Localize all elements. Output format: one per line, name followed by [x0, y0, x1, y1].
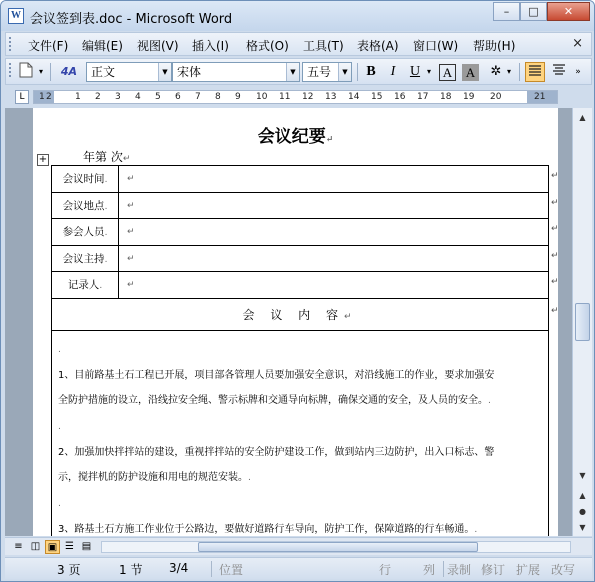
align-justify-button[interactable] — [525, 62, 545, 82]
menu-insert[interactable]: 插入(I) — [192, 39, 229, 53]
status-separator — [443, 561, 444, 577]
ruler-number: 9 — [235, 92, 241, 102]
menu-edit[interactable]: 编辑(E) — [82, 39, 123, 53]
formatting-toolbar — [5, 58, 592, 85]
window-controls — [493, 2, 590, 21]
horizontal-scrollbar[interactable] — [101, 541, 571, 553]
table-row — [52, 330, 549, 536]
outline-view-icon[interactable]: ☰ — [65, 541, 74, 552]
new-document-icon[interactable] — [16, 62, 36, 82]
title-bar — [1, 1, 594, 31]
styles-and-formatting-icon[interactable]: 4A — [60, 65, 78, 78]
word-document-icon[interactable]: W — [8, 8, 24, 24]
ruler-number: 15 — [371, 92, 383, 102]
underline-button[interactable]: U — [409, 64, 421, 79]
ruler-number: 13 — [325, 92, 337, 102]
align-center-button[interactable] — [549, 62, 569, 82]
horizontal-scroll-thumb[interactable] — [198, 542, 478, 552]
table-label-cell[interactable]: 记录人. — [52, 272, 119, 299]
menu-table[interactable]: 表格(A) — [357, 39, 399, 53]
meeting-content-cell[interactable] — [52, 330, 549, 536]
status-record[interactable]: 录制 — [447, 563, 472, 577]
font-size-select[interactable] — [302, 62, 352, 82]
table-label-cell[interactable]: 会议地点. — [52, 192, 119, 219]
menu-help[interactable]: 帮助(H) — [473, 39, 516, 53]
ruler-number: 14 — [348, 92, 360, 102]
ruler-number: 5 — [155, 92, 161, 102]
table-row — [52, 245, 549, 272]
italic-button[interactable]: I — [390, 64, 396, 79]
ruler-number: 4 — [135, 92, 141, 102]
style-select[interactable] — [86, 62, 172, 82]
row-end-mark: ↵ — [551, 171, 559, 181]
ruler-number: 10 — [256, 92, 268, 102]
toolbar-separator — [519, 63, 520, 81]
ruler-number: 2 — [46, 92, 52, 102]
toolbar-options-chevron-icon[interactable]: » — [575, 67, 581, 77]
ruler-number: 3 — [115, 92, 121, 102]
table-label-cell[interactable]: 会议主持. — [52, 245, 119, 272]
content-paragraph: 1、目前路基土石工程已开展，项目部各管理人员要加强安全意识，对沿线施工的作业，要求加强安 — [58, 369, 495, 381]
empty-paragraph: . — [58, 498, 61, 509]
document-title: 会议纪要↵ — [257, 127, 334, 147]
attendees-cell[interactable]: ↵ — [119, 219, 549, 246]
next-page-icon[interactable]: ▼ — [579, 523, 586, 532]
recorder-cell[interactable]: ↵ — [119, 272, 549, 299]
chevron-down-icon[interactable]: ▼ — [158, 63, 171, 81]
scaling-options-chevron-icon[interactable]: ▾ — [506, 67, 511, 76]
meeting-location-cell[interactable]: ↵ — [119, 192, 549, 219]
table-label-cell[interactable]: 会议时间. — [52, 166, 119, 193]
row-end-mark: ↵ — [551, 306, 559, 316]
table-row — [52, 192, 549, 219]
document-close-button[interactable]: × — [572, 36, 583, 51]
section-title-cell[interactable]: 会 议 内 容↵ — [52, 298, 549, 330]
empty-paragraph: . — [58, 344, 61, 355]
document-page[interactable] — [33, 108, 558, 536]
ruler-row — [5, 88, 592, 106]
style-select-value: 正文 — [91, 65, 116, 79]
horizontal-ruler[interactable] — [33, 90, 558, 104]
status-column: 列 — [423, 563, 436, 577]
ruler-number: 8 — [215, 92, 221, 102]
ruler-number: 18 — [440, 92, 452, 102]
select-browse-object-icon[interactable]: ● — [579, 507, 586, 516]
status-overtype[interactable]: 改写 — [551, 563, 576, 577]
status-line: 行 — [379, 563, 392, 577]
scroll-down-icon[interactable]: ▼ — [579, 471, 586, 480]
toolbar-options-chevron-icon[interactable]: ▾ — [38, 67, 43, 76]
row-end-mark: ↵ — [551, 198, 559, 208]
table-row — [52, 166, 549, 193]
ruler-number: 6 — [175, 92, 181, 102]
status-extend[interactable]: 扩展 — [516, 563, 541, 577]
empty-paragraph: . — [58, 421, 61, 432]
status-page-of: 3/4 — [169, 561, 189, 575]
row-end-mark: ↵ — [551, 224, 559, 234]
ruler-number: 1 — [39, 92, 45, 102]
ruler-number: 21 — [534, 92, 546, 102]
font-size-value: 五号 — [307, 65, 332, 79]
ruler-number: 2 — [95, 92, 101, 102]
chevron-down-icon[interactable]: ▼ — [286, 63, 299, 81]
status-section: 1 节 — [119, 563, 143, 577]
table-row — [52, 298, 549, 330]
document-area[interactable] — [5, 108, 572, 536]
toolbar-separator — [50, 63, 51, 81]
previous-page-icon[interactable]: ▲ — [579, 491, 586, 500]
status-separator — [211, 561, 212, 577]
ruler-number: 7 — [195, 92, 201, 102]
menu-bar — [5, 32, 592, 56]
underline-options-chevron-icon[interactable]: ▾ — [426, 67, 431, 76]
minimize-button[interactable]: – — [493, 2, 520, 21]
table-row — [52, 272, 549, 299]
toolbar-separator — [357, 63, 358, 81]
normal-view-icon[interactable]: ≡ — [14, 541, 23, 552]
host-cell[interactable]: ↵ — [119, 245, 549, 272]
horizontal-bar — [5, 537, 592, 555]
vertical-scrollbar[interactable] — [572, 108, 592, 536]
ruler-number: 16 — [394, 92, 406, 102]
meeting-time-cell[interactable]: ↵ — [119, 166, 549, 193]
status-track-changes[interactable]: 修订 — [481, 563, 506, 577]
toolbar-grip-handle[interactable] — [9, 63, 12, 77]
window-title: 会议签到表.doc - Microsoft Word — [30, 12, 233, 27]
menu-view[interactable]: 视图(V) — [137, 39, 179, 53]
content-paragraph: 示，搅拌机的防护设施和用电的规范安装。. — [58, 471, 251, 483]
row-end-mark: ↵ — [551, 251, 559, 261]
ruler-number: 20 — [490, 92, 502, 102]
menu-window[interactable]: 窗口(W) — [413, 39, 459, 53]
ruler-number: 1 — [75, 92, 81, 102]
ruler-number: 11 — [279, 92, 291, 102]
ruler-number: 12 — [302, 92, 314, 102]
content-paragraph: 3、路基土石方施工作业位于公路边，要做好道路行车导向，防护工作，保障道路的行车畅通。. — [58, 523, 478, 535]
menu-format[interactable]: 格式(O) — [246, 39, 289, 53]
scroll-thumb[interactable] — [575, 303, 590, 341]
character-border-button[interactable]: A — [439, 64, 456, 81]
content-paragraph: 2、加强加快拌拌站的建设，重视拌拌站的安全防护建设工作，做到站内三边防护，出入口标志、警 — [58, 446, 495, 458]
print-layout-view-icon[interactable]: ▣ — [45, 540, 60, 554]
row-end-mark: ↵ — [551, 277, 559, 287]
ruler-number: 19 — [463, 92, 475, 102]
scroll-up-icon[interactable]: ▲ — [579, 113, 586, 122]
font-select-value: 宋体 — [177, 65, 202, 79]
year-issue-line: 年第 次↵ — [83, 150, 131, 164]
maximize-button[interactable]: □ — [520, 2, 547, 21]
reading-layout-view-icon[interactable]: ▤ — [81, 541, 92, 552]
table-row — [52, 219, 549, 246]
status-bar — [5, 557, 592, 579]
menu-file[interactable]: 文件(F) — [28, 39, 69, 53]
status-position: 位置 — [219, 563, 244, 577]
menu-tools[interactable]: 工具(T) — [303, 39, 344, 53]
tab-stop-selector[interactable]: L — [15, 90, 29, 104]
close-button[interactable]: ✕ — [547, 2, 590, 21]
font-select[interactable] — [172, 62, 300, 82]
character-shading-button[interactable]: A — [462, 64, 479, 81]
menu-grip-handle[interactable] — [9, 37, 12, 51]
ruler-number: 17 — [417, 92, 429, 102]
status-page: 3 页 — [57, 563, 81, 577]
chevron-down-icon[interactable]: ▼ — [338, 63, 351, 81]
web-layout-view-icon[interactable]: ◫ — [30, 541, 41, 552]
meeting-table — [51, 165, 549, 536]
character-scaling-icon[interactable]: ✲ — [490, 64, 502, 79]
table-move-handle-icon[interactable]: + — [38, 154, 48, 165]
content-paragraph: 全防护措施的设立，沿线拉安全绳、警示标牌和交通导向标牌，确保交通的安全，及人员的安全。. — [58, 394, 491, 406]
bold-button[interactable]: B — [366, 64, 376, 79]
table-label-cell[interactable]: 参会人员. — [52, 219, 119, 246]
